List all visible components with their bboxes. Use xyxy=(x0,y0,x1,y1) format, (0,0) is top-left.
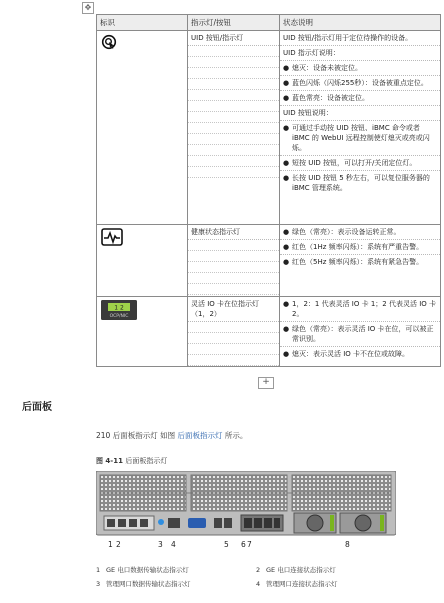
description-cell xyxy=(280,297,441,367)
header-description: 状态说明 xyxy=(280,15,441,31)
table-row xyxy=(97,31,441,225)
description-cell xyxy=(280,225,441,297)
health-status-icon xyxy=(101,228,123,246)
description-bullet: ● 长按 UID 按钮 5 秒左右，可以复位服务器的 iBMC 管理系统。 xyxy=(283,174,430,192)
description-bullet: ● 熄灭：设备未被定位。 xyxy=(280,61,440,76)
name-cell xyxy=(188,225,280,297)
callout: 7 xyxy=(247,540,252,549)
legend-row xyxy=(96,576,416,590)
name-cell xyxy=(188,31,280,225)
legend-item: 4 管理网口连接状态指示灯 xyxy=(256,579,338,588)
indicator-name: UID 按钮/指示灯 xyxy=(188,31,279,46)
ocp-slot-numbers: 1 2 xyxy=(114,304,124,312)
callout: 2 xyxy=(116,540,121,549)
description-bullet: ● 熄灭：表示灵活 IO 卡不在位或故障。 xyxy=(283,350,410,358)
callout: 1 xyxy=(108,540,113,549)
description-text: UID 指示灯说明： xyxy=(280,46,440,61)
description-text: UID 按钮/指示灯用于定位待操作的设备。 xyxy=(280,31,440,46)
legend-row xyxy=(96,562,416,576)
icon-cell xyxy=(97,31,188,225)
icon-cell xyxy=(97,297,188,367)
description-bullet: ● 红色（1Hz 频率闪烁）：系统有严重告警。 xyxy=(280,240,440,255)
description-bullet: ● 可通过手动按 UID 按钮、iBMC 命令或者 iBMC 的 WebUI 远程控制使灯熄灭或亮或闪烁。 xyxy=(280,121,440,156)
figure-title: 后面板指示灯 xyxy=(125,457,168,465)
ocp-slot-label: OCP/NIC xyxy=(109,314,129,319)
legend-item: 3 管理网口数据传输状态指示灯 xyxy=(96,579,191,588)
table-row xyxy=(97,297,441,367)
rear-panel-image xyxy=(96,471,396,537)
table-header-row xyxy=(97,15,441,31)
callout: 3 xyxy=(158,540,163,549)
legend-item: 1 GE 电口数据传输状态指示灯 xyxy=(96,565,189,574)
indicator-name: 灵活 IO 卡在位指示灯（1，2） xyxy=(188,297,279,322)
description-bullet: ● 短按 UID 按钮，可以打开/关闭定位灯。 xyxy=(280,156,440,171)
callout: 5 xyxy=(224,540,229,549)
name-cell xyxy=(188,297,280,367)
header-indicator: 指示灯/按钮 xyxy=(188,15,280,31)
callout: 6 xyxy=(241,540,246,549)
add-row-handle[interactable]: + xyxy=(258,377,274,389)
description-bullet: ● 绿色（常亮）：表示灵活 IO 卡在位，可以被正常识别。 xyxy=(280,322,440,347)
description-bullet: ● 1，2：1 代表灵活 IO 卡 1；2 代表灵活 IO 卡 2。 xyxy=(280,297,440,322)
table-move-handle[interactable]: ✥ xyxy=(82,2,94,14)
description-bullet: ● 绿色（常亮）：表示设备运转正常。 xyxy=(280,225,440,240)
callout: 8 xyxy=(345,540,350,549)
description-cell xyxy=(280,31,441,225)
icon-cell xyxy=(97,225,188,297)
uid-button-icon xyxy=(101,34,117,50)
intro-paragraph: 210 后面板指示灯 如图 后面板指示灯 所示。 xyxy=(96,431,248,440)
legend-item: 2 GE 电口连接状态指示灯 xyxy=(256,565,336,574)
callout: 4 xyxy=(171,540,176,549)
indicator-name: 健康状态指示灯 xyxy=(188,225,279,240)
figure-caption xyxy=(96,456,167,466)
header-icon: 标识 xyxy=(97,15,188,31)
description-bullet: ● 蓝色闪烁（闪烁255秒）：设备被重点定位。 xyxy=(280,76,440,91)
figure-number: 图 4-11 xyxy=(96,457,123,465)
table-row xyxy=(97,225,441,297)
description-bullet: ● 蓝色常亮：设备被定位。 xyxy=(280,91,440,106)
callout-numbers xyxy=(96,540,396,556)
indicator-table xyxy=(96,14,441,367)
section-title: 后面板 xyxy=(22,402,52,413)
ocp-slot-icon xyxy=(101,300,137,320)
description-bullet: ● 红色（5Hz 频率闪烁）：系统有紧急告警。 xyxy=(283,258,424,266)
figure-link[interactable]: 后面板指示灯 xyxy=(177,431,223,440)
description-text: UID 按钮说明： xyxy=(280,106,440,121)
figure-legend xyxy=(96,562,416,590)
